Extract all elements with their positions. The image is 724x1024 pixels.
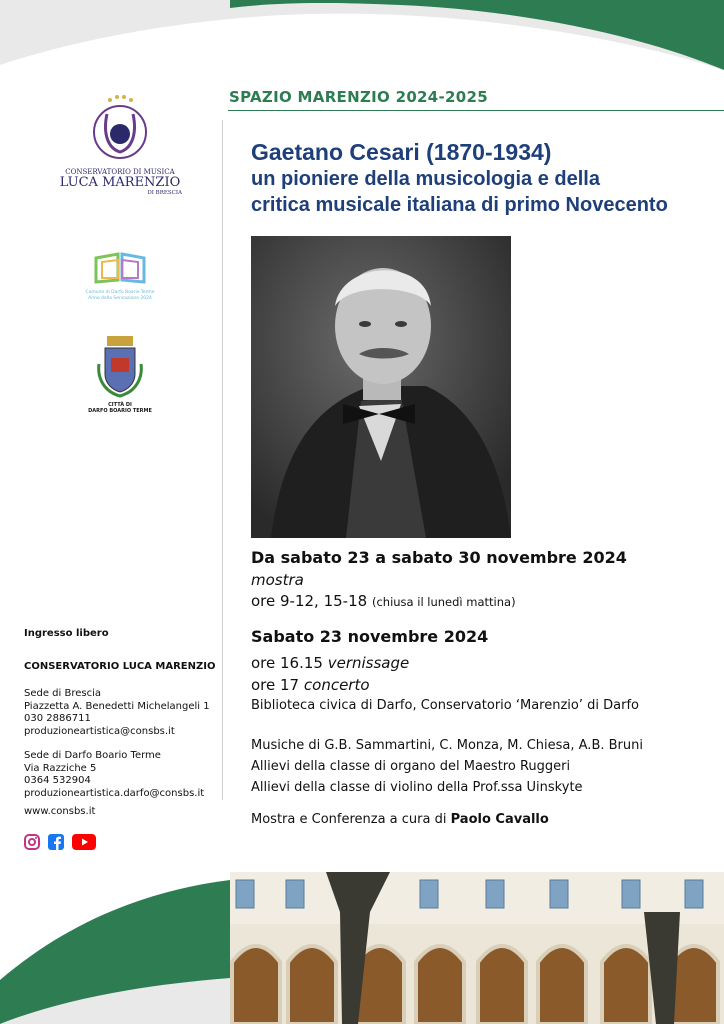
darfo-email[interactable]: produzioneartistica.darfo@consbs.it [24,787,205,799]
title-line-2: un pioniere della musicologia e della [251,168,600,190]
conservatorio-logo-line1: CONSERVATORIO DI MUSICA [65,168,175,176]
brescia-label: Sede di Brescia [24,688,102,699]
event2-what2: concerto [303,676,370,694]
capitale-libro-line2: Anno della Sensazione 2024 [88,296,152,301]
event2-date: Sabato 23 novembre 2024 [251,627,489,646]
darfo-phone: 0364 532904 [24,775,91,786]
event2-line2 [251,676,370,694]
darfo-label: Sede di Darfo Boario Terme [24,750,161,761]
org-name: CONSERVATORIO LUCA MARENZIO [24,661,216,672]
event2-venue: Biblioteca civica di Darfo, Conservatorio ‘Marenzio’ di Darfo [251,698,639,713]
darfo-contact [24,750,204,800]
conservatorio-logo-line3: DI BRESCIA [147,190,182,196]
conservatorio-logo [40,92,200,196]
conservatorio-logo-line2: LUCA MARENZIO [59,175,181,190]
event1-hours [251,592,516,610]
series-label: SPAZIO MARENZIO 2024-2025 [229,88,488,106]
curator-prefix: Mostra e Conferenza a cura di [251,812,447,827]
entry-info: Ingresso libero [24,628,109,639]
event2-time1: ore 16.15 [251,654,323,672]
event2-line1 [251,654,409,672]
instagram-icon[interactable] [24,834,40,850]
event1-date: Da sabato 23 a sabato 30 novembre 2024 [251,548,627,567]
title-line-1: Gaetano Cesari (1870-1934) [251,139,552,165]
youtube-icon[interactable] [72,834,96,850]
music-line2: Allievi della classe di organo del Maestro Ruggeri [251,759,571,774]
brescia-phone: 030 2886711 [24,713,91,724]
portrait-photo [251,236,511,538]
music-line1: Musiche di G.B. Sammartini, C. Monza, M. Chiesa, A.B. Bruni [251,738,643,753]
website-link[interactable]: www.consbs.it [24,806,96,817]
brescia-address: Piazzetta A. Benedetti Michelangeli 1 [24,700,210,712]
event1-note: (chiusa il lunedì mattina) [371,595,516,609]
darfo-address: Via Razziche 5 [24,762,97,774]
brescia-contact [24,688,210,738]
event1-type: mostra [251,571,304,589]
social-links [24,834,96,850]
title-line-3: critica musicale italiana di primo Novecento [251,194,668,216]
event2-what1: vernissage [327,654,410,672]
facebook-icon[interactable] [48,834,64,850]
event1-hours-text: ore 9-12, 15-18 [251,592,368,610]
event-title [251,138,711,218]
music-line3: Allievi della classe di violino della Prof.ssa Uinskyte [251,780,583,795]
capitale-libro-line1: Comune di Darfo Boario Terme [85,290,155,295]
lyre-emblem-icon [85,92,155,164]
capitale-libro-logo [40,248,200,302]
brescia-email[interactable]: produzioneartistica@consbs.it [24,725,175,737]
citta-darfo-logo [40,334,200,414]
cloister-photo [230,872,724,1024]
citta-line1: CITTÀ DI [108,402,132,408]
header-rule [228,110,724,111]
coat-of-arms-icon [91,334,149,398]
curator-line [251,812,549,827]
curator-name: Paolo Cavallo [450,812,549,827]
event2-time2: ore 17 [251,676,300,694]
citta-line2: DARFO BOARIO TERME [88,408,152,414]
column-divider [222,120,223,800]
open-books-icon [92,248,148,286]
